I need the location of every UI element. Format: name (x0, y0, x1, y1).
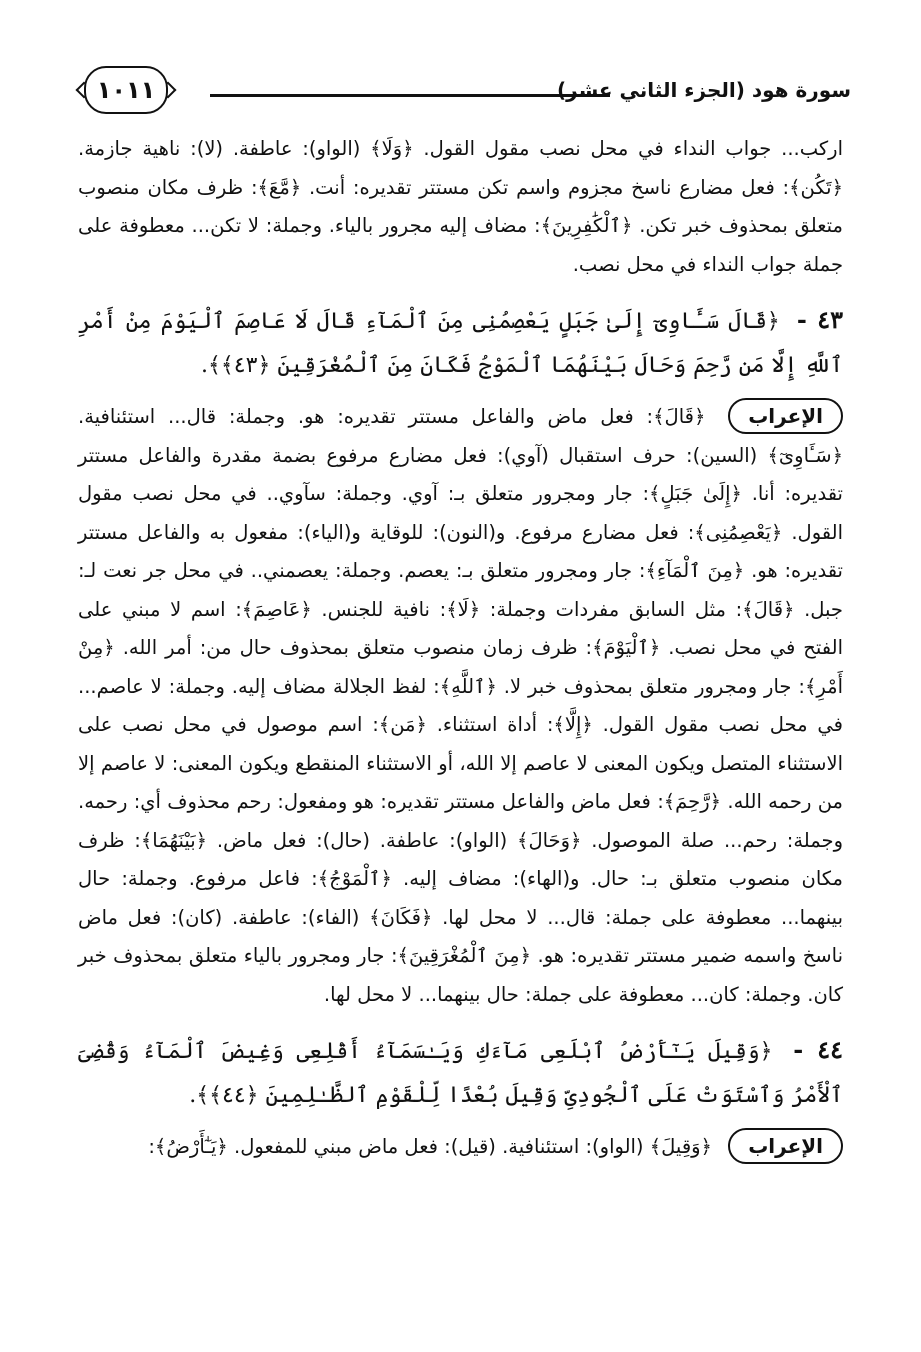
page-number: ١٠١١ (84, 66, 168, 114)
irab-43-text: ﴿قَالَ﴾: فعل ماض والفاعل مستتر تقديره: هو. وجملة: قال... استئنافية. ﴿سَـَٔاوِىٓ﴾ (السين): حرف استقبال (آوي): فعل مضارع مرفوع بضمة مقدرة والفاعل مستتر تقديره: أنا. ﴿إِلَىٰ جَبَلٍ﴾: جار ومجرور متعلق بـ: آوي. وجملة: سآوي.. في محل نصب مقول القول. ﴿يَعْصِمُنِى﴾: فعل مضارع مرفوع. و(النون): للوقاية و(الياء): مفعول به والفاعل مستتر تقديره: هو. ﴿مِنَ ٱلْمَآءِ﴾: جار ومجرور متعلق بـ: يعصم. وجملة: يعصمني.. في محل جر نعت لـ: جبل. ﴿قَالَ﴾: مثل السابق مفردات وجملة: ﴿لَا﴾: نافية للجنس. ﴿عَاصِمَ﴾: اسم لا مبني على الفتح في محل نصب. ﴿ٱلْيَوْمَ﴾: ظرف زمان منصوب متعلق بمحذوف حال من: أمر الله. ﴿مِنْ أَمْرِ﴾: جار ومجرور متعلق بمحذوف خبر لا. ﴿ٱللَّهِ﴾: لفظ الجلالة مضاف إليه. وجملة: لا عاصم... في محل نصب مقول القول. ﴿إِلَّا﴾: أداة استثناء. ﴿مَن﴾: اسم موصول في محل نصب على الاستثناء المتصل ويكون المعنى لا عاصم إلا الله، أو الاستثناء المنقطع ويكون المعنى: لا عاصم إلا من رحمه الله. ﴿رَّحِمَ﴾: فعل ماض والفاعل مستتر تقديره: هو ومفعول: رحم محذوف أي: رحمه. وجملة: رحم... صلة الموصول. ﴿وَحَالَ﴾ (الواو): عاطفة. (حال): فعل ماض. ﴿بَيْنَهُمَا﴾: ظرف مكان منصوب متعلق بـ: حال. و(الهاء): مضاف إليه. ﴿ٱلْمَوْجُ﴾: فاعل مرفوع. وجملة: حال بينهما... معطوفة على جملة: قال... لا محل لها. ﴿فَكَانَ﴾ (الفاء): عاطفة. (كان): فعل ماض ناسخ واسمه ضمير مستتر تقديره: هو. ﴿مِنَ ٱلْمُغْرَقِينَ﴾: جار ومجرور بالياء متعلق بمحذوف خبر كان. وجملة: كان... معطوفة على جملة: حال بينهما... لا محل لها. (78, 405, 843, 1006)
irab-44-text: ﴿وَقِيلَ﴾ (الواو): استئنافية. (قيل): فعل ماض مبني للمفعول. ﴿يَـٰٓأَرْضُ﴾: (148, 1135, 712, 1158)
irab-43-label: الإعراب (728, 398, 843, 434)
irab-44 (78, 1128, 843, 1167)
verse-43 (78, 298, 843, 388)
header-rule (210, 94, 610, 97)
verse-43-text: ﴿قَالَ سَـَٔاوِىٓ إِلَىٰ جَبَلٍ يَعْصِمُنِى مِنَ ٱلْمَآءِ قَالَ لَا عَاصِمَ ٱلْيَوْمَ مِنْ أَمْرِ ٱللَّهِ إِلَّا مَن رَّحِمَ وَحَالَ بَيْنَهُمَا ٱلْمَوْجُ فَكَانَ مِنَ ٱلْمُغْرَقِينَ ﴿٤٣﴾﴾. (78, 309, 843, 378)
header-title: سورة هود (الجزء الثاني عشر) (556, 78, 851, 102)
irab-44-label: الإعراب (728, 1128, 843, 1164)
verse-44-number: ٤٤ - (793, 1035, 843, 1064)
verse-43-number: ٤٣ - (796, 305, 843, 334)
irab-43 (78, 398, 843, 1014)
verse-44 (78, 1028, 843, 1118)
verse-44-text: ﴿وَقِيلَ يَـٰٓأَرْضُ ٱبْلَعِى مَآءَكِ وَيَـٰسَمَآءُ أَقْلِعِى وَغِيضَ ٱلْمَآءُ وَقُضِىَ ٱلْأَمْرُ وَٱسْتَوَتْ عَلَى ٱلْجُودِىِّ وَقِيلَ بُعْدًا لِّلْقَوْمِ ٱلظَّـٰلِمِينَ ﴿٤٤﴾﴾. (78, 1039, 843, 1108)
page-body (78, 130, 843, 1167)
paragraph-intro: اركب... جواب النداء في محل نصب مقول القول. ﴿وَلَا﴾ (الواو): عاطفة. (لا): ناهية جازمة. ﴿تَكُن﴾: فعل مضارع ناسخ مجزوم واسم تكن مستتر تقديره: أنت. ﴿مَّعَ﴾: ظرف مكان منصوب متعلق بمحذوف خبر تكن. ﴿ٱلْكَٰفِرِينَ﴾: مضاف إليه مجرور بالياء. وجملة: لا تكن... معطوفة على جملة جواب النداء في محل نصب. (78, 137, 843, 276)
page-header (70, 60, 851, 120)
